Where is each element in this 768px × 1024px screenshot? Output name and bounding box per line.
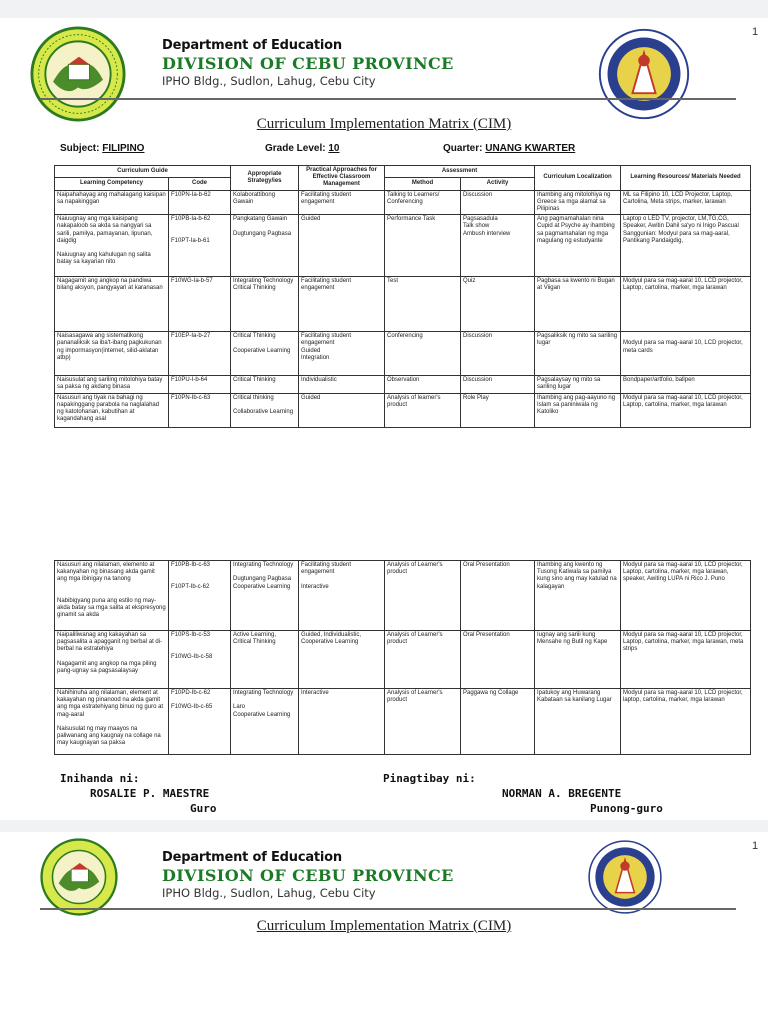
kagawaran-seal-icon [596,26,692,122]
page-marker: 1 [752,26,759,38]
header-rule-2 [40,908,736,910]
cell-competency: Nasusuri ang nilalaman, elemento at kakanyahan ng binasang akda gamit ang mga ibinigay na tanong Nabibigyang puna ang estilo ng may-akda batay sa mga salita at ekspresyong ginamit sa akda [55,561,169,631]
cell-code: F10PS-Ib-c-53 F10WG-Ib-c-58 [169,631,231,689]
table-row [55,376,751,393]
cell-practical: Guided [299,393,385,427]
cell-strategy: Integrating Technology Laro Cooperative Learning [231,689,299,755]
letterhead-bottom [30,838,759,918]
cell-strategy: Critical thinking Collaborative Learning [231,393,299,427]
quarter-value: UNANG KWARTER [485,143,576,154]
cell-resources: Modyul para sa mag-aaral 10, LCD projector, Laptop, cartolina, marker, mga larawan, meta strips [621,631,751,689]
cell-activity: Oral Presentation [461,631,535,689]
cell-localization: Ihambing ang pag-aayuno ng Islam sa paniniwala ng Katoliko [535,393,621,427]
subject-value: FILIPINO [102,143,145,154]
cell-method: Conferencing [385,332,461,376]
cell-activity: Discussion [461,376,535,393]
cell-strategy: Active Learning, Critical Thinking [231,631,299,689]
cell-practical: Facilitating student engagement [299,190,385,215]
cell-code: F10WG-Ia-b-57 [169,277,231,332]
cell-competency: Naisusulat ang sariling mitolohiya batay sa paksa ng akdang binasa [55,376,169,393]
cell-method: Analysis of Learner's product [385,631,461,689]
th-method: Method [385,178,461,190]
cell-practical: Facilitating student engagement Guided Integration [299,332,385,376]
cell-strategy: Kolaborattibong Gawain [231,190,299,215]
cell-localization: Ihambing ang kwento ng Tusong Katiwala sa pamilya kung sino ang may katulad na kalagayan [535,561,621,631]
approved-by-name: NORMAN A. BREGENTE [502,787,622,800]
cell-code: F10EP-Ia-b-27 [169,332,231,376]
th-practical: Practical Approaches for Effective Classroom Management [299,166,385,191]
th-localization: Curriculum Localization [535,166,621,191]
deped-cebu-seal-icon [30,26,126,122]
division-address-2: IPHO Bldg., Sudlon, Lahug, Cebu City [162,886,376,900]
approved-by-label: Pinagtibay ni: [383,772,476,785]
cell-practical: Facilitating student engagement [299,277,385,332]
th-curriculum-guide: Curriculum Guide [55,166,231,178]
th-resources: Learning Resources/ Materials Needed [621,166,751,191]
cell-code: F10PB-Ia-b-62 F10PT-Ia-b-61 [169,215,231,277]
cell-strategy: Critical Thinking Cooperative Learning [231,332,299,376]
cell-practical: Interactive [299,689,385,755]
cell-competency: Nahihinuha ang nilalaman, element at kakayahan ng pinanood na akda gamit ang mga estratehiyang binuo ng guro at mag-aaral Naisusulat ng may maayos na paliwanang ang kaugnay na collage na may kaugnayan sa paksa [55,689,169,755]
cell-method: Analysis of learner's product [385,393,461,427]
division-address: IPHO Bldg., Sudlon, Lahug, Cebu City [162,74,376,88]
cim-title: Curriculum Implementation Matrix (CIM) [256,116,512,132]
cell-strategy: Critical Thinking [231,376,299,393]
cell-localization: Ang pagmamahalan nina Cupid at Psyche ay ihambing sa pagmamahalan ng mga magulang ng estudyante [535,215,621,277]
grade-field [265,143,340,154]
table-body-page2 [55,561,751,755]
cell-localization: Ihambing ang mitolohiya ng Greece sa mga alamat sa Pilipinas [535,190,621,215]
cim-table-page1 [54,165,751,428]
cell-activity: Paggawa ng Collage [461,689,535,755]
cell-method: Test [385,277,461,332]
quarter-label: Quarter: [443,143,483,154]
table-body-page1 [55,190,751,427]
cell-resources: Modyul para sa mag-aaral 10, LCD projector, laptop, cartolina, marker, mga larawan [621,689,751,755]
cell-localization: Ipatukoy ang Huwarang Kabataan sa kanilang Lugar [535,689,621,755]
cell-localization: Pagsalaysay ng mito sa sariling lugar [535,376,621,393]
page-marker-2: 1 [752,840,759,852]
cell-code: F10PB-Ib-c-63 F10PT-Ib-c-62 [169,561,231,631]
th-code: Code [169,178,231,190]
cell-competency: Naisasagawa ang sistematikong pananaliksik sa iba't-ibang pagkukunan ng impormasyon(internet, silid-aklatan atbp) [55,332,169,376]
table-row [55,277,751,332]
cell-activity: Pagsasadula Talk show Ambush interview [461,215,535,277]
cell-method: Observation [385,376,461,393]
cell-resources: Modyul para sa mag-aaral 10, LCD projector, meta cards [621,332,751,376]
cell-code: F10PN-Ia-b-62 [169,190,231,215]
second-page-band [0,820,768,832]
cell-competency: Naipahahayag ang mahalagang kaisipan sa napakinggan [55,190,169,215]
cell-strategy: Integrating Technology Critical Thinking [231,277,299,332]
cell-method: Analysis of Learner's product [385,689,461,755]
cim-title-2: Curriculum Implementation Matrix (CIM) [256,918,512,934]
th-strategy: Appropriate Strategy/ies [231,166,299,191]
table-row [55,215,751,277]
cell-code: F10PD-Ib-c-62 F10WG-Ib-c-65 [169,689,231,755]
cell-localization: Pagsaliksik ng mito sa sariling lugar [535,332,621,376]
cell-localization: Pagbasa sa kwento ni Bugan at Viigan [535,277,621,332]
cell-practical: Individualistic [299,376,385,393]
quarter-field [443,143,575,154]
table-row [55,561,751,631]
cell-competency: Naiuugnay ang mga kaisipang nakapaloob sa akda sa nangyari sa sarili, pamilya, pamayanan, lipunan, daigdig Naiuugnay ang kahulugan ng salita batay sa kayarian nito [55,215,169,277]
th-activity: Activity [461,178,535,190]
prepared-by-label: Inihanda ni: [60,772,140,785]
approved-by-title: Punong-guro [590,802,663,815]
cell-code: F10PN-Ib-c-63 [169,393,231,427]
cell-code: F10PU-I-b-64 [169,376,231,393]
grade-label: Grade Level: [265,143,326,154]
cell-resources: Bondpaper/artfolio, ballpen [621,376,751,393]
cell-competency: Naipaliliwanag ang kakayahan sa pagsasalita a apagganit ng berbal at di-berbal na estratehiya Nagagamit ang angkop na mga piling pang-ugnay sa pagsasalaysay [55,631,169,689]
cell-activity: Discussion [461,190,535,215]
cell-practical: Guided [299,215,385,277]
subject-field [60,143,144,154]
cell-strategy: Pangkatang Gawain Dugtungang Pagbasa [231,215,299,277]
table-row [55,190,751,215]
cell-competency: Nasusuri ang tiyak na bahagi ng napakinggang parabola na naglalahad ng katotohanan, kabutihan at kagandahang asal [55,393,169,427]
th-competency: Learning Competency [55,178,169,190]
cell-method: Talking to Learners/ Conferencing [385,190,461,215]
grade-value: 10 [328,143,340,154]
header-rule [40,98,736,100]
cell-activity: Role Play [461,393,535,427]
department-name-2: Department of Education [162,850,342,865]
table-row [55,393,751,427]
prepared-by-title: Guro [190,802,217,815]
cell-practical: Facilitating student engagement Interactive [299,561,385,631]
cell-activity: Oral Presentation [461,561,535,631]
cell-resources: Modyul para sa mag-aaral 10, LCD projector, Laptop, cartolina, marker, mga larawan [621,393,751,427]
department-name: Department of Education [162,38,342,53]
table-row [55,689,751,755]
cell-resources: Modyul para sa mag-aaral 10, LCD projector, Laptop, cartolina, marker, mga larawan [621,277,751,332]
th-assessment: Assessment [385,166,535,178]
table-row [55,332,751,376]
subject-label: Subject: [60,143,100,154]
cell-resources: Laptop o LED TV, projector, LM,TG,CG, Speaker, Awitin Dahil sa'yo ni Inigo Pascual Sanggunian: Modyul para sa mag-aaral, Pantikang Pandaigdig, [621,215,751,277]
cell-activity: Discussion [461,332,535,376]
prepared-by-name: ROSALIE P. MAESTRE [90,787,210,800]
table-row [55,631,751,689]
kagawaran-seal-icon [586,838,664,916]
cell-competency: Nagagamit ang angkop na pandiwa bilang aksyon, pangyayari at karanasan [55,277,169,332]
cell-method: Analysis of Learner's product [385,561,461,631]
cell-resources: ML sa Filipino 10, LCD Projector, Laptop, Cartolina, Meta strips, marker, larawan [621,190,751,215]
division-name: DIVISION OF CEBU PROVINCE [162,54,454,73]
cell-activity: Quiz [461,277,535,332]
deped-cebu-seal-icon [40,838,118,916]
letterhead-top [30,26,759,126]
cell-localization: Iugnay ang sariii kung Mensahe ng Butil ng Kape [535,631,621,689]
cell-method: Performance Task [385,215,461,277]
cell-strategy: Integrating Technology Dugtungang Pagbasa Cooperative Learning [231,561,299,631]
page-gap [0,470,768,550]
division-name-2: DIVISION OF CEBU PROVINCE [162,866,454,885]
cell-resources: Modyul para sa mag-aaral 10, LCD projector, Laptop, cartolina, marker, mga larawan, speaker, Awiting LUPA ni Rico J. Puno [621,561,751,631]
cim-table-page2 [54,560,751,755]
cell-practical: Guided, Individualistic, Cooperative Learning [299,631,385,689]
top-band [0,0,768,18]
